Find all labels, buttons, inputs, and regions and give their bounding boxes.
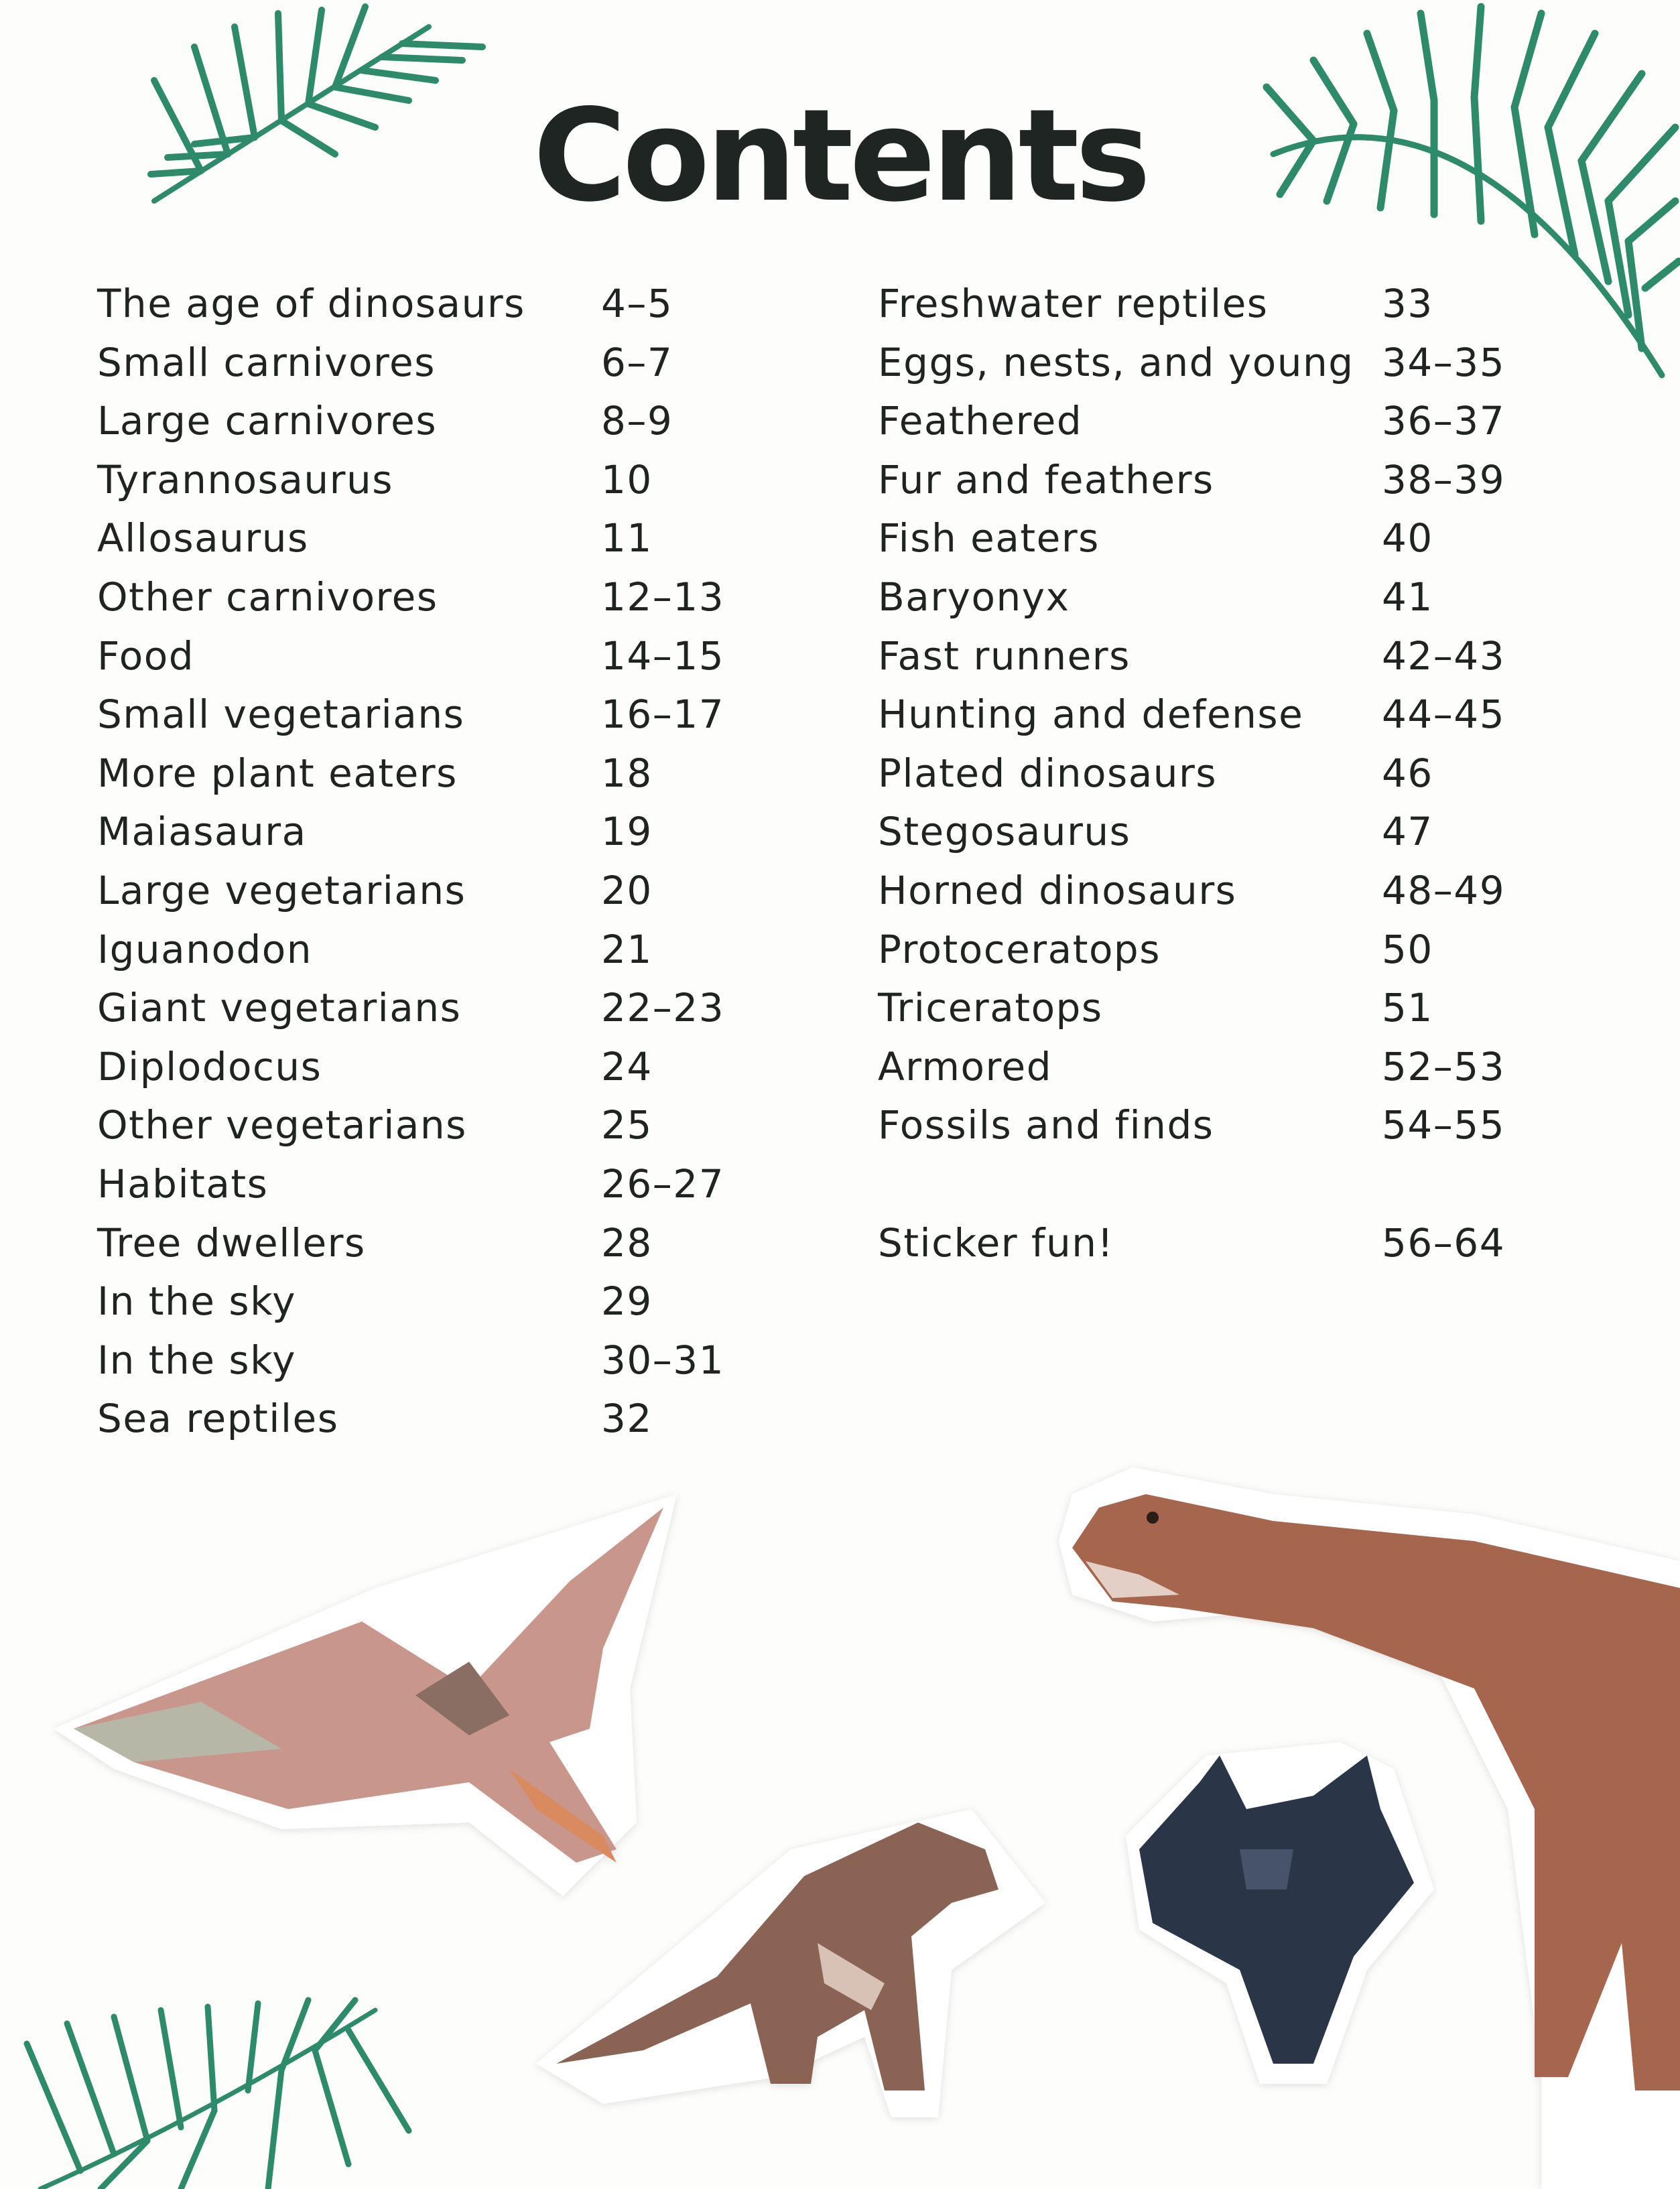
toc-entry-title: Food [97, 633, 195, 679]
toc-entry-title: Eggs, nests, and young [878, 339, 1354, 385]
toc-entry-title: Baryonyx [878, 574, 1070, 620]
toc-entry-pages: 38–39 [1382, 456, 1506, 503]
toc-entry-title: Other vegetarians [97, 1102, 467, 1148]
toc-entry-pages: 29 [601, 1278, 653, 1325]
toc-entry-pages: 22–23 [601, 985, 725, 1031]
page-title: Contents [533, 82, 1147, 230]
toc-entry-title: Sea reptiles [97, 1396, 339, 1442]
toc-entry-pages: 26–27 [601, 1160, 725, 1207]
toc-entry-title: Horned dinosaurs [878, 867, 1237, 913]
toc-entry-title: Large carnivores [97, 398, 438, 444]
toc-entry-title: Habitats [97, 1160, 269, 1207]
toc-entry-title: Large vegetarians [97, 867, 466, 913]
toc-entry-title: Allosaurus [97, 515, 309, 561]
toc-entry-pages: 21 [601, 926, 653, 972]
toc-entry-title: In the sky [97, 1278, 296, 1325]
toc-entry-pages: 30–31 [601, 1337, 725, 1383]
toc-entry-pages: 24 [601, 1043, 653, 1089]
toc-entry-title: Fossils and finds [878, 1102, 1214, 1148]
toc-entry-pages: 28 [601, 1219, 653, 1266]
toc-entry-title: Freshwater reptiles [878, 281, 1269, 326]
toc-entry-pages: 8–9 [601, 398, 673, 444]
toc-entry-title: Small carnivores [97, 339, 436, 385]
triceratops-skull-sticker [1126, 1742, 1434, 2084]
toc-entry-title: Triceratops [878, 985, 1103, 1031]
toc-entry-title: Feathered [878, 398, 1083, 444]
toc-entry-pages: 41 [1382, 574, 1433, 620]
toc-entry-title: More plant eaters [97, 750, 458, 796]
toc-entry-pages: 40 [1382, 515, 1433, 561]
toc-entry-pages: 20 [601, 867, 653, 913]
toc-entry-pages: 42–43 [1382, 633, 1506, 679]
toc-entry-title: Maiasaura [97, 809, 307, 855]
toc-entry-title: The age of dinosaurs [97, 281, 525, 326]
toc-entry-title: Armored [878, 1043, 1053, 1089]
toc-entry-pages: 52–53 [1382, 1043, 1506, 1089]
toc-entry-pages: 48–49 [1382, 867, 1506, 913]
toc-entry-title: Plated dinosaurs [878, 750, 1218, 796]
toc-entry-pages: 56–64 [1382, 1219, 1506, 1266]
toc-entry-title: Tyrannosaurus [97, 456, 393, 503]
toc-entry-title: Tree dwellers [97, 1219, 366, 1266]
toc-entry-pages: 34–35 [1382, 339, 1506, 385]
toc-entry-title: Giant vegetarians [97, 985, 462, 1031]
toc-entry-pages: 6–7 [601, 339, 673, 385]
palm-leaf-bottom-left-icon [27, 2000, 409, 2189]
toc-entry-pages: 11 [601, 515, 653, 561]
toc-entry-pages: 10 [601, 456, 653, 503]
toc-entry-pages: 47 [1382, 809, 1433, 855]
toc-entry-pages: 16–17 [601, 691, 725, 738]
toc-entry-title: Fur and feathers [878, 456, 1214, 503]
toc-entry-title: Stegosaurus [878, 809, 1131, 855]
toc-entry-pages: 46 [1382, 750, 1433, 796]
toc-entry-title: Fast runners [878, 633, 1130, 679]
toc-entry-title: Iguanodon [97, 926, 313, 972]
toc-entry-pages: 19 [601, 809, 653, 855]
toc-entry-title: Sticker fun! [878, 1219, 1114, 1266]
toc-entry-title: Diplodocus [97, 1043, 322, 1089]
toc-entry-pages: 44–45 [1382, 691, 1506, 738]
toc-entry-pages: 4–5 [601, 281, 673, 326]
toc-entry-title: Fish eaters [878, 515, 1100, 561]
toc-entry-title: Other carnivores [97, 574, 438, 620]
toc-entry-pages: 33 [1382, 281, 1433, 326]
toc-entry-title: Protoceratops [878, 926, 1161, 972]
toc-entry-pages: 14–15 [601, 633, 725, 679]
pterosaur-sticker [54, 1494, 677, 1896]
toc-entry-pages: 50 [1382, 926, 1433, 972]
toc-entry-title: In the sky [97, 1337, 296, 1383]
toc-entry-pages: 12–13 [601, 574, 725, 620]
toc-entry-pages: 51 [1382, 985, 1433, 1031]
toc-entry-pages: 18 [601, 750, 653, 796]
toc-entry-pages: 25 [601, 1102, 653, 1148]
toc-entry-title: Hunting and defense [878, 691, 1304, 738]
toc-entry-title: Small vegetarians [97, 691, 465, 738]
toc-entry-pages: 32 [601, 1396, 653, 1442]
toc-entry-pages: 36–37 [1382, 398, 1506, 444]
toc-entry-pages: 54–55 [1382, 1102, 1506, 1148]
